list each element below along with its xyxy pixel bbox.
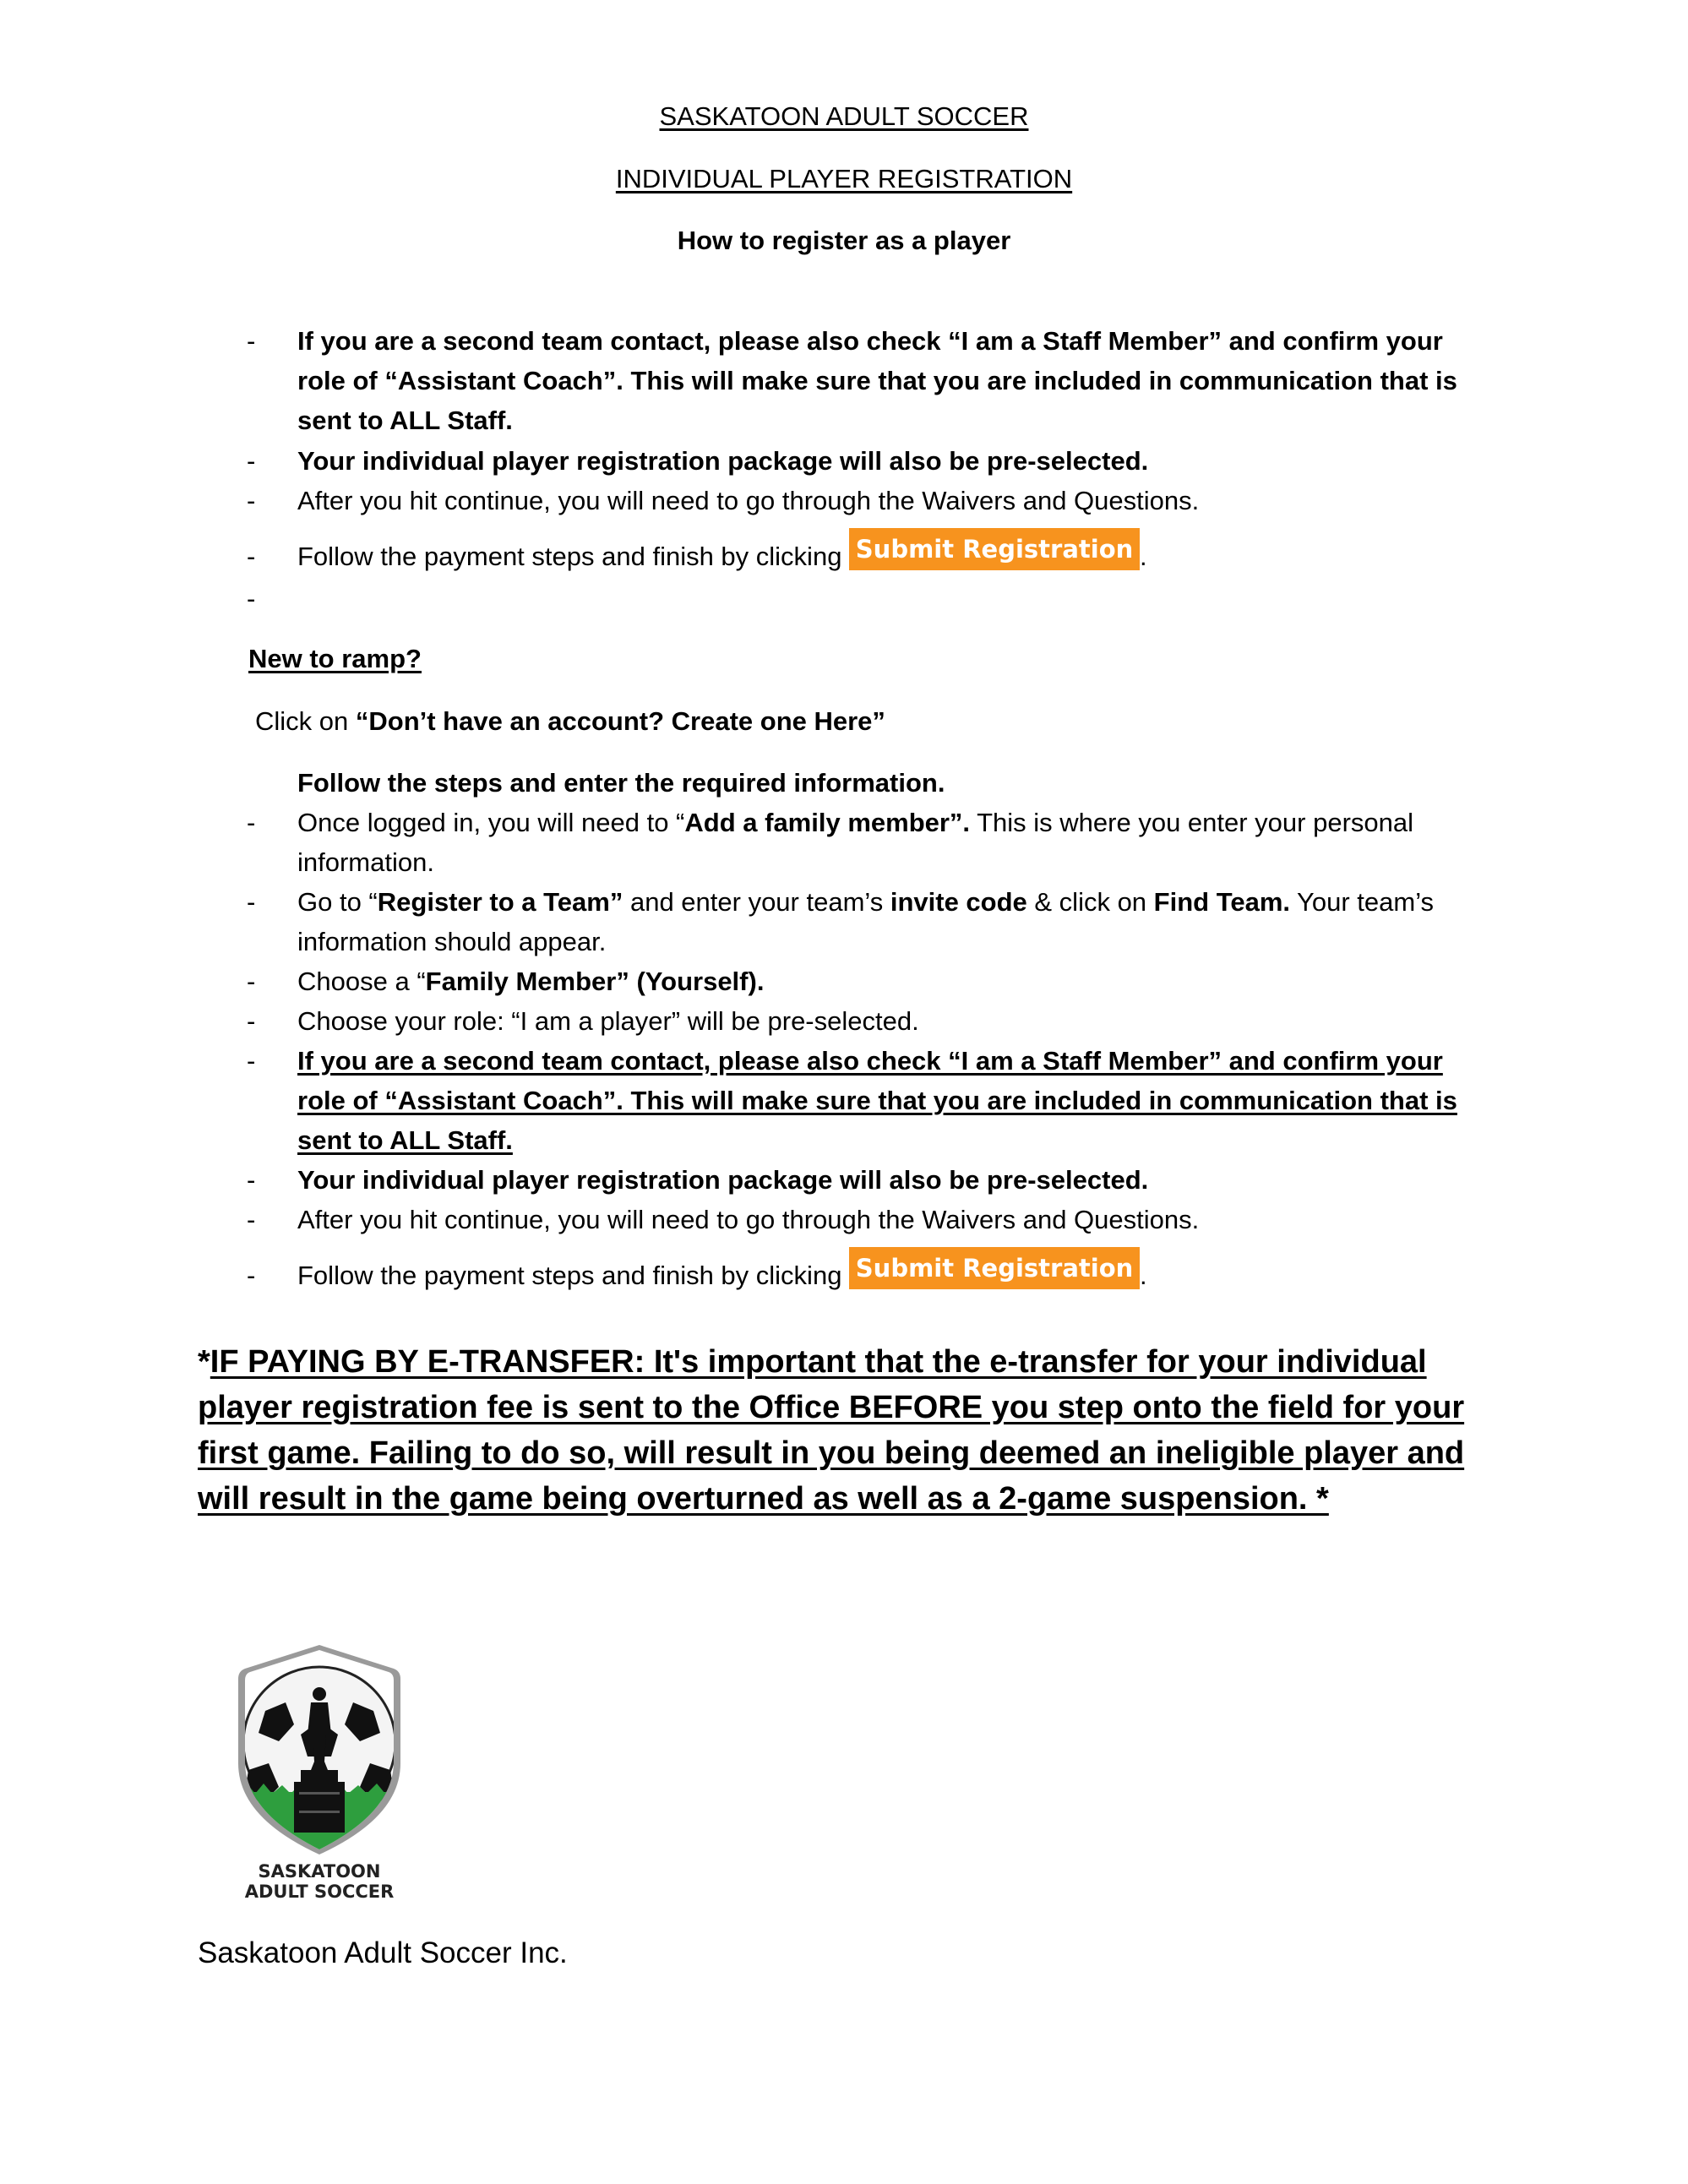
step-text: Choose a “ [297,967,426,996]
page-title: INDIVIDUAL PLAYER REGISTRATION [615,164,1073,193]
step-text: and enter your team’s [623,887,890,917]
payment-step-new [297,1255,1497,1295]
list-dash: - [247,808,256,837]
list-dash: - [247,1261,256,1290]
package-preselected-note: Your individual player registration package will also be pre-selected. [297,446,1149,476]
list-dash: - [247,326,256,356]
warning-text: IF PAYING BY E-TRANSFER: It's important that the e-transfer for your individual player registration fee is sent to the Office BEFORE you step onto the field for your first game. Failing to do so, will result in you being deemed an ineligible player and will result in the game being overturned as well as a 2-game suspension. * [198,1344,1465,1517]
page-subtitle: How to register as a player [677,226,1011,255]
org-heading: SASKATOON ADULT SOCCER [659,101,1029,131]
add-family-member-step [297,803,1497,882]
waivers-note-new: After you hit continue, you will need to go through the Waivers and Questions. [297,1205,1200,1234]
create-account-instruction [255,701,885,741]
choose-family-member-step [297,961,1497,1001]
list-dash: - [247,1046,256,1076]
staff-member-instruction: If you are a second team contact, please also check “I am a Staff Member” and confirm your role of “Assistant Coach”. This will make sure that you are included in communication that is sent to ALL Staff. [297,326,1457,435]
step-text: Once logged in, you will need to “ [297,808,685,837]
choose-role-step: Choose your role: “I am a player” will be pre-selected. [297,1006,919,1036]
list-dash: - [247,1006,256,1036]
submit-registration-button[interactable]: Submit Registration [849,528,1140,570]
list-dash: - [247,542,256,571]
step-bold-text: Register to a Team” [377,887,623,917]
payment-step-end: . [1140,542,1147,571]
step-text: This is where you enter your personal information. [297,808,1414,877]
list-dash: - [247,887,256,917]
logo-line-2: ADULT SOCCER [244,1882,395,1902]
step-bold-text: invite code [890,887,1027,917]
step-text: Your team’s information should appear. [297,887,1435,956]
click-on-text: Click on [255,706,356,736]
etransfer-warning [198,1339,1516,1522]
list-dash: - [247,446,256,476]
create-account-link-text: “Don’t have an account? Create one Here” [355,706,885,736]
step-bold-text: Find Team. [1153,887,1290,917]
step-bold-text: Family Member” (Yourself). [425,967,765,996]
package-preselected-note-new: Your individual player registration package will also be pre-selected. [297,1165,1149,1195]
register-to-team-step [297,882,1497,961]
step-text: Go to “ [297,887,378,917]
list-dash: - [247,967,256,996]
payment-step [297,536,1497,576]
waivers-note: After you hit continue, you will need to go through the Waivers and Questions. [297,486,1200,515]
saskatoon-adult-soccer-logo [198,1643,441,1904]
shield-soccer-ball-icon [198,1643,441,1854]
list-dash: - [247,584,256,613]
follow-steps-text: Follow the steps and enter the required information. [297,768,945,798]
payment-step-end: . [1140,1261,1147,1290]
warning-star: * [198,1344,210,1380]
list-dash: - [247,1205,256,1234]
list-dash: - [247,486,256,515]
staff-member-instruction-new: If you are a second team contact, please also check “I am a Staff Member” and confirm your role of “Assistant Coach”. This will make sure that you are included in communication that is sent to ALL Staff. [297,1046,1457,1155]
logo-line-1: SASKATOON [258,1861,381,1882]
step-text: & click on [1026,887,1154,917]
list-dash: - [247,1165,256,1195]
step-bold-text: Add a family member”. [684,808,971,837]
payment-step-text: Follow the payment steps and finish by clicking [297,1261,850,1290]
submit-registration-button[interactable]: Submit Registration [849,1247,1140,1289]
new-to-ramp-heading: New to ramp? [248,644,422,673]
payment-step-text: Follow the payment steps and finish by clicking [297,542,850,571]
footer-organization-name: Saskatoon Adult Soccer Inc. [198,1936,568,1969]
